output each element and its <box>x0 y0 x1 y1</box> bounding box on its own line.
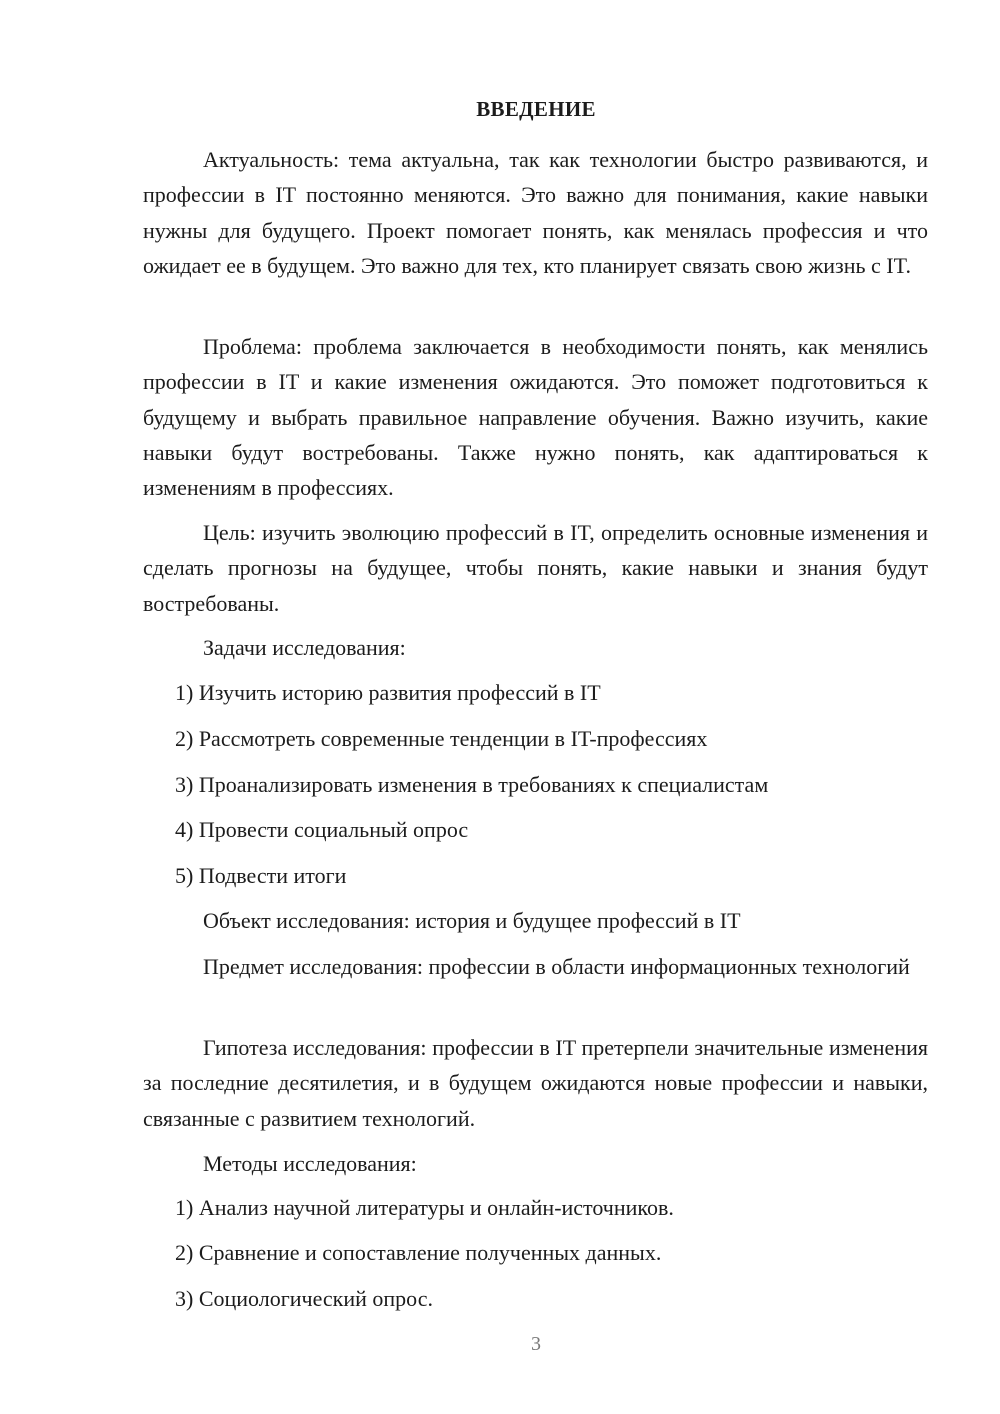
problem-paragraph: Проблема: проблема заключается в необходимости понять, как менялись профессии в IT и какие изменения ожидаются. Это поможет подготовиться к будущему и выбрать правильное направление обучения. Важно изучить, какие навыки будут востребованы. Также нужно понять, как адаптироваться к изменениям в профессиях. <box>143 334 928 501</box>
method-item: 2) Сравнение и сопоставление полученных данных. <box>175 1240 662 1265</box>
task-item: 3) Проанализировать изменения в требованиях к специалистам <box>175 772 769 797</box>
task-item: 1) Изучить историю развития профессий в IT <box>175 680 601 705</box>
relevance-paragraph: Актуальность: тема актуальна, так как технологии быстро развиваются, и профессии в IT постоянно меняются. Это важно для понимания, какие навыки нужны для будущего. Проект помогает понять, как менялась профессия и что ожидает ее в будущем. Это важно для тех, кто планирует связать свою жизнь с IT. <box>143 147 928 278</box>
section-title: ВВЕДЕНИЕ <box>476 97 596 121</box>
task-item: 4) Провести социальный опрос <box>175 817 469 842</box>
goal-paragraph: Цель: изучить эволюцию профессий в IT, определить основные изменения и сделать прогнозы на будущее, чтобы понять, какие навыки и знания будут востребованы. <box>143 520 928 616</box>
page-number: 3 <box>531 1333 541 1355</box>
methods-heading: Методы исследования: <box>203 1151 417 1176</box>
method-item: 3) Социологический опрос. <box>175 1286 433 1311</box>
tasks-heading: Задачи исследования: <box>203 635 406 660</box>
subject-paragraph: Предмет исследования: профессии в области информационных технологий <box>203 954 910 979</box>
task-item: 5) Подвести итоги <box>175 863 347 888</box>
task-item: 2) Рассмотреть современные тенденции в IT-профессиях <box>175 726 708 751</box>
object-line: Объект исследования: история и будущее профессий в IT <box>203 908 741 933</box>
hypothesis-paragraph: Гипотеза исследования: профессии в IT претерпели значительные изменения за последние десятилетия, и в будущем ожидаются новые профессии и навыки, связанные с развитием технологий. <box>143 1035 928 1131</box>
method-item: 1) Анализ научной литературы и онлайн-источников. <box>175 1195 674 1220</box>
